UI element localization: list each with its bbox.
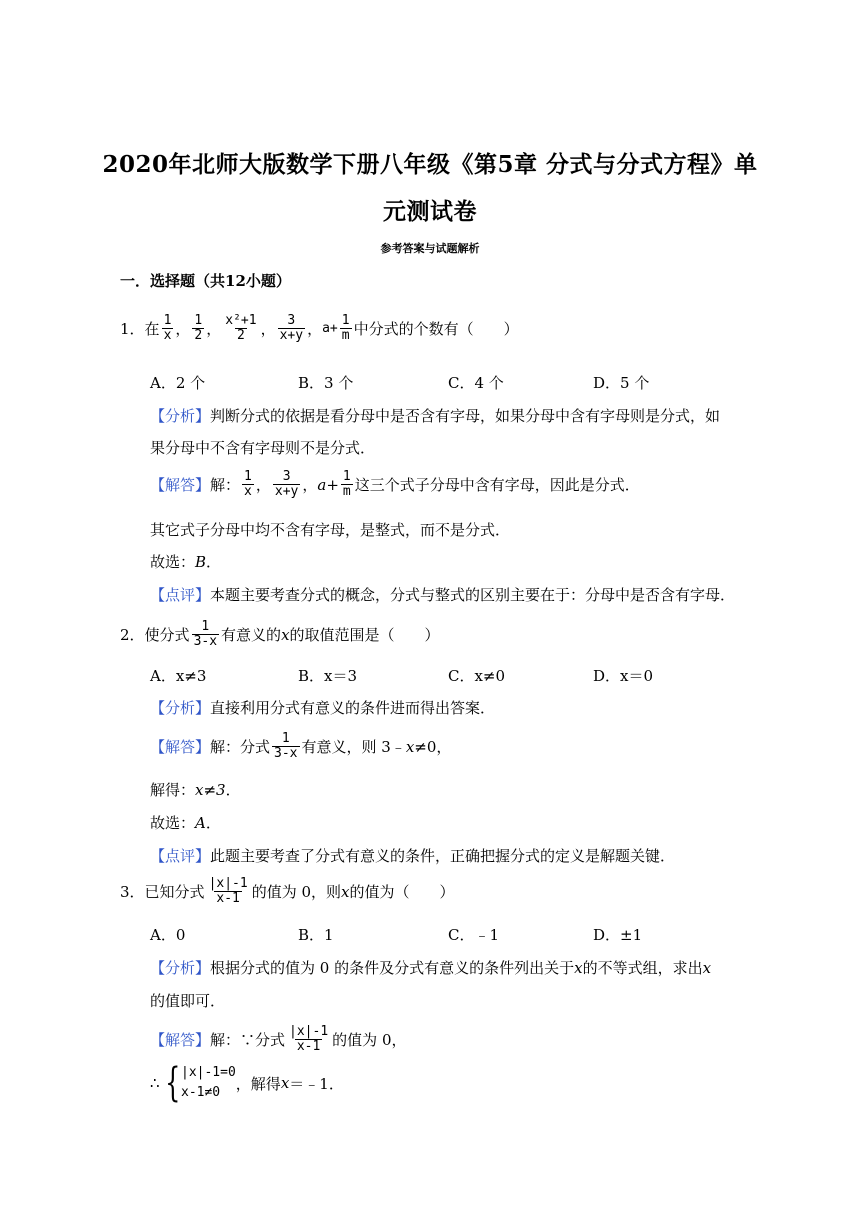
denominator: 2 — [236, 328, 245, 343]
fraction — [192, 314, 204, 343]
equation-system — [181, 1063, 236, 1103]
variable: x — [574, 958, 583, 977]
fraction — [207, 877, 250, 906]
analysis-line — [150, 405, 720, 426]
option-a: A．0 — [150, 926, 186, 944]
answer-text: 解：∵分式 — [210, 1031, 286, 1049]
punctuation: ． — [206, 553, 222, 571]
choose-label: 故选： — [150, 814, 196, 832]
question-number: 3． — [120, 883, 145, 901]
denominator: x+y — [274, 484, 299, 499]
choose-label: 故选： — [150, 553, 196, 571]
therefore-symbol: ∴ — [150, 1074, 160, 1092]
analysis-tag: 【分析】 — [150, 959, 211, 977]
answer-line — [150, 470, 640, 499]
equation-system-line — [150, 1060, 344, 1106]
option-a: A．2 个 — [150, 374, 206, 392]
option-d: D．5 个 — [593, 374, 650, 392]
choose-line — [150, 812, 221, 833]
option-b: B．1 — [298, 926, 334, 944]
variable: x — [280, 1074, 290, 1092]
question-text: 的值为（ ） — [349, 883, 455, 901]
answer-text: 有意义，则 3﹣ — [301, 738, 406, 756]
separator: ， — [255, 476, 271, 494]
analysis-line — [150, 957, 711, 978]
comment-tag: 【点评】 — [150, 586, 211, 604]
answer-line — [150, 732, 451, 761]
fraction — [192, 620, 219, 649]
comment-line — [150, 584, 735, 605]
variable: x — [702, 958, 712, 977]
analysis-text: 果分母中不含有字母则不是分式． — [150, 439, 376, 457]
analysis-text: 的值即可． — [150, 992, 226, 1010]
denominator: 3-x — [274, 746, 298, 761]
separator: ， — [260, 320, 276, 338]
doc-title-line1: 2020年北师大版数学下册八年级《第5章 分式与分式方程》单 — [102, 151, 758, 178]
equation: x-1≠0 — [181, 1085, 221, 1100]
punctuation: ． — [205, 814, 221, 832]
comment-line — [150, 845, 675, 866]
fraction — [272, 732, 299, 761]
question-text: 使分式 — [144, 626, 190, 644]
question-text: 有意义的 — [221, 626, 282, 644]
separator: ， — [307, 320, 323, 338]
denominator: x — [163, 328, 172, 343]
numerator: 1 — [163, 313, 172, 328]
denominator: x+y — [279, 328, 304, 343]
analysis-text: 根据分式的值为 0 的条件及分式有意义的条件列出关于 — [210, 959, 575, 977]
expression-prefix: a+ — [322, 321, 338, 336]
option-c: C．4 个 — [448, 374, 504, 392]
answer-tag: 【解答】 — [150, 1031, 211, 1049]
question-text: 的取值范围是（ ） — [289, 626, 440, 644]
denominator: x-1 — [216, 891, 240, 906]
question-1 — [120, 314, 519, 343]
option-c: C．x≠0 — [448, 667, 506, 685]
analysis-tag: 【分析】 — [150, 699, 211, 717]
brace-icon: { — [164, 1060, 180, 1106]
question-text: 的值为 0，则 — [251, 883, 342, 901]
answer-text: 解：分式 — [210, 738, 271, 756]
question-text: 已知分式 — [144, 883, 205, 901]
answer-text: ＝﹣1． — [289, 1074, 344, 1093]
solve-label: 解得： — [150, 781, 196, 799]
separator: ， — [175, 320, 191, 338]
denominator: x — [244, 484, 252, 499]
option-b: B．x＝3 — [298, 667, 358, 685]
denominator: m — [341, 328, 350, 343]
answer-text: 其它式子分母中均不含有字母，是整式，而不是分式． — [150, 521, 511, 539]
question-3 — [120, 877, 455, 906]
expression-prefix: a+ — [317, 475, 339, 494]
analysis-line — [150, 697, 495, 718]
question-number: 1． — [120, 320, 145, 338]
numerator: 1 — [201, 619, 210, 634]
denominator: m — [342, 484, 351, 499]
fraction — [287, 1025, 330, 1054]
question-text: 中分式的个数有（ ） — [353, 320, 519, 338]
option-d: D．±1 — [593, 926, 643, 944]
answer-tag: 【解答】 — [150, 738, 211, 756]
numerator: 1 — [244, 469, 252, 484]
doc-subtitle: 参考答案与试题解析 — [380, 242, 480, 255]
numerator: 1 — [281, 731, 290, 746]
comment-text: 此题主要考查了分式有意义的条件，正确把握分式的定义是解题关键． — [210, 847, 676, 865]
comment-tag: 【点评】 — [150, 847, 211, 865]
denominator: x-1 — [296, 1039, 321, 1054]
fraction — [340, 314, 352, 343]
answer-text: 的值为 0， — [332, 1031, 407, 1049]
option-d: D．x＝0 — [593, 667, 654, 685]
comment-text: 本题主要考查分式的概念，分式与整式的区别主要在于：分母中是否含有字母． — [210, 586, 736, 604]
analysis-tag: 【分析】 — [150, 407, 211, 425]
question-2 — [120, 620, 440, 649]
choose-line — [150, 551, 221, 572]
fraction — [273, 470, 300, 499]
solve-result: x≠3 — [195, 780, 226, 799]
fraction — [341, 470, 353, 499]
answer-text: 这三个式子分母中含有字母，因此是分式． — [354, 476, 640, 494]
variable: x — [341, 882, 350, 901]
answer-line — [150, 1025, 406, 1054]
option-b: B．3 个 — [298, 374, 354, 392]
doc-title-line2: 元测试卷 — [383, 198, 477, 225]
numerator: 1 — [194, 313, 203, 328]
denominator: 2 — [194, 328, 203, 343]
variable: x — [405, 737, 415, 756]
fraction — [278, 314, 305, 343]
option-c: C．﹣1 — [448, 926, 500, 944]
numerator: |x|-1 — [208, 876, 248, 891]
question-text: 在 — [144, 320, 160, 338]
choose-answer: B — [195, 552, 207, 571]
answer-text: ≠0， — [414, 738, 452, 756]
separator: ， — [206, 320, 222, 338]
fraction — [223, 314, 258, 343]
fraction — [242, 470, 254, 499]
solve-line — [150, 779, 241, 800]
answer-text: 解： — [210, 476, 241, 494]
question-number: 2． — [120, 626, 145, 644]
numerator: x²+1 — [225, 313, 257, 328]
numerator: 3 — [282, 469, 291, 484]
answer-text: ，解得 — [235, 1074, 281, 1093]
numerator: 1 — [341, 313, 350, 328]
section-heading: 一．选择题（共12小题） — [120, 272, 291, 290]
separator: ， — [302, 476, 318, 494]
punctuation: ． — [225, 781, 241, 799]
analysis-text: 直接利用分式有意义的条件进而得出答案． — [210, 699, 496, 717]
variable: x — [281, 625, 290, 644]
option-a: A．x≠3 — [150, 667, 207, 685]
numerator: |x|-1 — [289, 1024, 329, 1039]
fraction — [162, 314, 174, 343]
equation: |x|-1=0 — [181, 1065, 236, 1080]
analysis-text: 的不等式组，求出 — [582, 959, 703, 977]
answer-tag: 【解答】 — [150, 476, 211, 494]
denominator: 3-x — [193, 634, 218, 649]
numerator: 1 — [342, 469, 351, 484]
choose-answer: A — [195, 813, 206, 832]
numerator: 3 — [287, 313, 296, 328]
analysis-text: 判断分式的依据是看分母中是否含有字母，如果分母中含有字母则是分式，如 — [210, 407, 721, 425]
